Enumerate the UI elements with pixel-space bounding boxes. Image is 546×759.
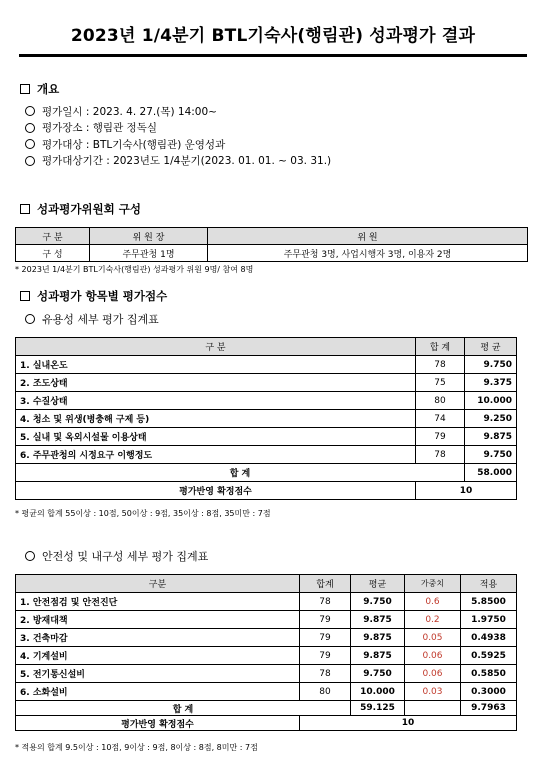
final-score-label: 평가반영 확정점수	[16, 716, 300, 731]
safety-heading: 안전성 및 내구성 세부 평가 집계표	[25, 548, 208, 564]
page-title: 2023년 1/4분기 BTL기숙사(행림관) 성과평가 결과	[19, 13, 527, 57]
total-value: 58.000	[465, 464, 517, 482]
safety-note: * 적용의 합계 9.5이상 : 10점, 9이상 : 9점, 8이상 : 8점, 8미만 : 7점	[15, 743, 258, 752]
circle-bullet-icon	[25, 551, 35, 561]
total-label: 합 계	[16, 464, 465, 482]
table-header: 구 분	[16, 338, 416, 356]
final-score-value: 10	[300, 716, 517, 731]
overview-heading	[20, 81, 59, 97]
empty-cell	[405, 701, 461, 716]
table-header: 구분	[16, 575, 300, 593]
table-header: 평균	[351, 575, 405, 593]
table-header-row	[16, 228, 528, 245]
square-bullet-icon	[20, 291, 30, 301]
table-row: 3. 건축마감 79 9.875 0.05 0.4938	[16, 629, 517, 647]
final-score-value: 10	[416, 482, 517, 500]
circle-bullet-icon	[25, 123, 35, 133]
table-row: 6. 주무관청의 시정요구 이행정도 78 9.750	[16, 446, 517, 464]
table-header-row	[16, 338, 517, 356]
circle-bullet-icon	[25, 139, 35, 149]
overview-item: 평가대상기간 : 2023년도 1/4분기(2023. 01. 01. ~ 03. 31.)	[25, 153, 331, 170]
overview-item: 평가일시 : 2023. 4. 27.(목) 14:00~	[25, 103, 331, 120]
table-row: 5. 실내 및 옥외시설물 이용상태 79 9.875	[16, 428, 517, 446]
table-header: 위 원	[208, 228, 528, 245]
table-row: 1. 안전점검 및 안전진단 78 9.750 0.6 5.8500	[16, 593, 517, 611]
circle-bullet-icon	[25, 314, 35, 324]
table-header: 합계	[300, 575, 351, 593]
committee-note: * 2023년 1/4분기 BTL기숙사(행림관) 성과평가 위원 9명/ 참여 8명	[15, 265, 254, 274]
overview-heading-text: 개요	[37, 82, 60, 96]
safety-table	[15, 574, 517, 731]
table-header: 합 계	[416, 338, 465, 356]
table-row: 3. 수질상태 80 10.000	[16, 392, 517, 410]
committee-heading: 성과평가위원회 구성	[20, 201, 141, 217]
total-row	[16, 701, 517, 716]
final-score-label: 평가반영 확정점수	[16, 482, 416, 500]
table-row	[16, 245, 528, 262]
table-cell: 주무관청 1명	[90, 245, 208, 262]
total-label: 합 계	[16, 701, 351, 716]
total-row	[16, 464, 517, 482]
table-row: 1. 실내온도 78 9.750	[16, 356, 517, 374]
final-score-row	[16, 716, 517, 731]
table-row: 4. 기계설비 79 9.875 0.06 0.5925	[16, 647, 517, 665]
circle-bullet-icon	[25, 156, 35, 166]
table-row: 2. 방재대책 79 9.875 0.2 1.9750	[16, 611, 517, 629]
scores-heading: 성과평가 항목별 평가점수	[20, 288, 167, 304]
table-header: 위 원 장	[90, 228, 208, 245]
table-row: 5. 전기통신설비 78 9.750 0.06 0.5850	[16, 665, 517, 683]
overview-item: 평가대상 : BTL기숙사(행림관) 운영성과	[25, 136, 331, 153]
table-header: 평 균	[465, 338, 517, 356]
table-header: 적용	[461, 575, 517, 593]
committee-table	[15, 227, 528, 262]
table-cell: 주무관청 3명, 사업시행자 3명, 이용자 2명	[208, 245, 528, 262]
overview-list	[25, 103, 331, 169]
usability-note: * 평균의 합계 55이상 : 10점, 50이상 : 9점, 35이상 : 8점, 35미만 : 7점	[15, 509, 271, 518]
table-header: 구 분	[16, 228, 90, 245]
circle-bullet-icon	[25, 106, 35, 116]
overview-item: 평가장소 : 행림관 정독실	[25, 120, 331, 137]
total-avg: 59.125	[351, 701, 405, 716]
table-cell: 구 성	[16, 245, 90, 262]
table-header: 가중치	[405, 575, 461, 593]
usability-heading: 유용성 세부 평가 집계표	[25, 311, 159, 327]
final-score-row	[16, 482, 517, 500]
usability-table	[15, 337, 517, 500]
square-bullet-icon	[20, 204, 30, 214]
total-applied: 9.7963	[461, 701, 517, 716]
table-header-row	[16, 575, 517, 593]
table-row: 6. 소화설비 80 10.000 0.03 0.3000	[16, 683, 517, 701]
table-row: 2. 조도상태 75 9.375	[16, 374, 517, 392]
table-row: 4. 청소 및 위생(병충해 구제 등) 74 9.250	[16, 410, 517, 428]
square-bullet-icon	[20, 84, 30, 94]
